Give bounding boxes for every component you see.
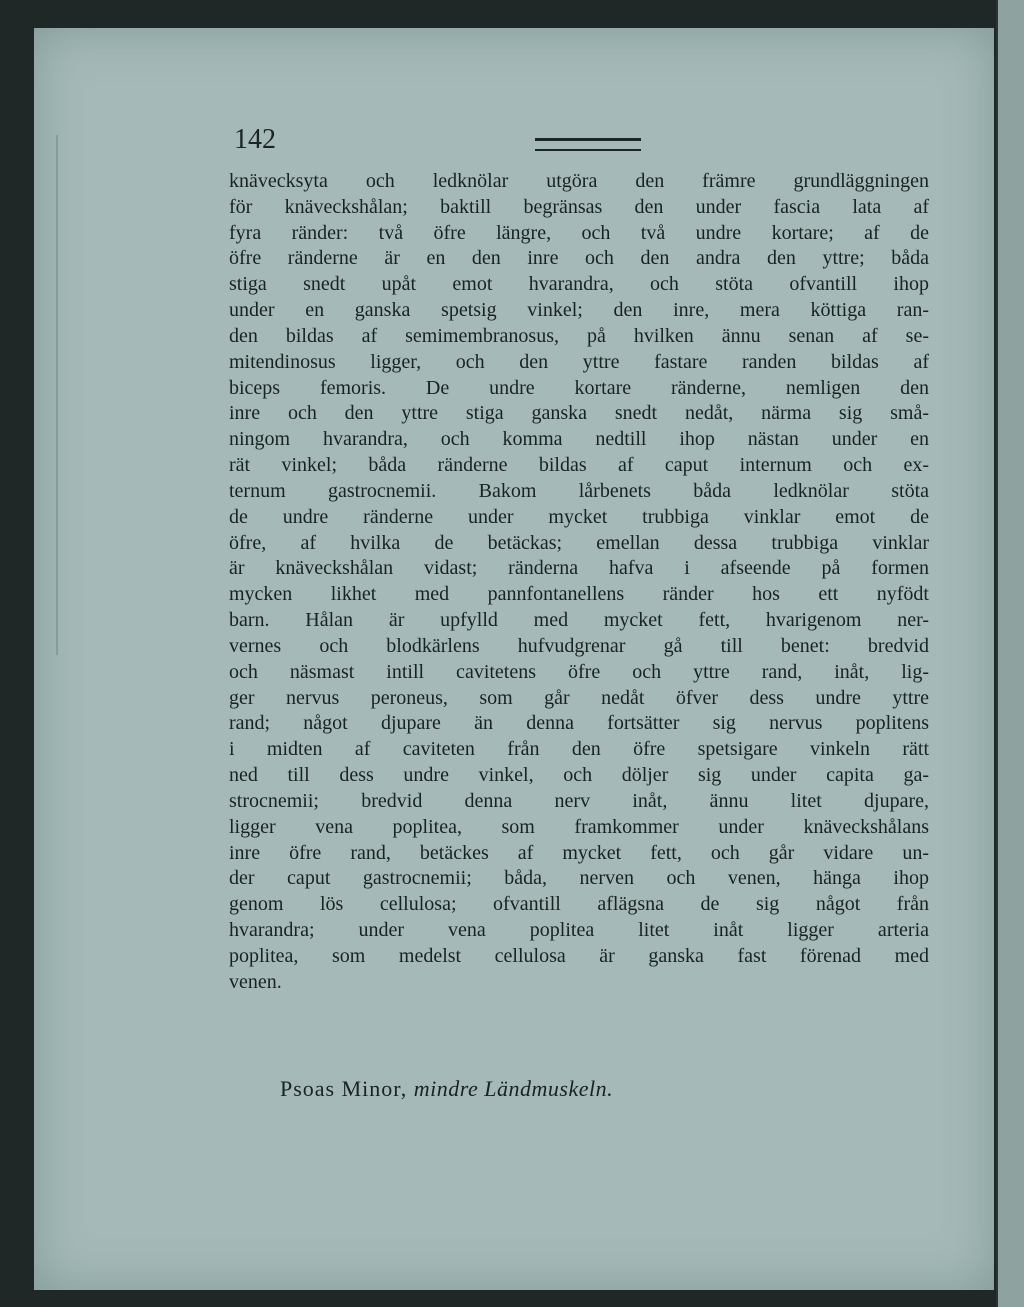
text-line: vernes och blodkärlens hufvudgrenar gå till benet: bredvid — [229, 634, 929, 657]
page-fold-shadow — [56, 135, 58, 655]
text-line: rand; något djupare än denna fortsätter sig nervus poplitens — [229, 712, 929, 735]
text-line: barn. Hålan är upfylld med mycket fett, hvarigenom ner- — [229, 609, 929, 632]
text-line: fyra ränder: två öfre längre, och två undre kortare; af de — [229, 221, 929, 244]
text-line: den bildas af semimembranosus, på hvilken ännu senan af se- — [229, 324, 929, 347]
section-heading-main: Psoas Minor, — [280, 1076, 408, 1101]
text-line: under en ganska spetsig vinkel; den inre, mera köttiga ran- — [229, 299, 929, 322]
text-line: der caput gastrocnemii; båda, nerven och venen, hänga ihop — [229, 867, 929, 890]
text-line: mitendinosus ligger, och den yttre fastare randen bildas af — [229, 350, 929, 373]
text-line: venen. — [229, 970, 282, 993]
text-line: i midten af caviteten från den öfre spetsigare vinkeln rätt — [229, 738, 929, 761]
text-line: stiga snedt upåt emot hvarandra, och stöta ofvantill ihop — [229, 273, 929, 296]
text-line: knävecksyta och ledknölar utgöra den främre grundläggningen — [229, 170, 929, 192]
text-line: hvarandra; under vena poplitea litet inåt ligger arteria — [229, 919, 929, 942]
text-line: ger nervus peroneus, som går nedåt öfver dess undre yttre — [229, 686, 929, 709]
text-line: inre och den yttre stiga ganska snedt nedåt, närma sig små- — [229, 402, 929, 425]
text-line: de undre ränderne under mycket trubbiga vinklar emot de — [229, 505, 929, 528]
text-line: ligger vena poplitea, som framkommer under knäveckshålans — [229, 815, 929, 838]
text-line: ningom hvarandra, och komma nedtill ihop nästan under en — [229, 428, 929, 451]
text-line: och näsmast intill cavitetens öfre och yttre rand, inåt, lig- — [229, 660, 929, 683]
text-line: ternum gastrocnemii. Bakom lårbenets båda ledknölar stöta — [229, 479, 929, 502]
text-line: mycken likhet med pannfontanellens ränder hos ett nyfödt — [229, 583, 929, 606]
text-line: strocnemii; bredvid denna nerv inåt, ännu litet djupare, — [229, 789, 929, 812]
adjacent-page-edge — [996, 0, 1024, 1307]
text-line: biceps femoris. De undre kortare ränderne, nemligen den — [229, 376, 929, 399]
text-line: inre öfre rand, betäckes af mycket fett, och går vidare un- — [229, 841, 929, 864]
page-number: 142 — [234, 124, 276, 155]
text-line: ned till dess undre vinkel, och döljer sig under capita ga- — [229, 764, 929, 787]
text-line: genom lös cellulosa; ofvantill aflägsna de sig något från — [229, 893, 929, 916]
text-line: öfre ränderne är en den inre och den andra den yttre; båda — [229, 247, 929, 270]
section-heading — [280, 1076, 613, 1102]
header-double-rule — [535, 138, 641, 151]
text-line: öfre, af hvilka de betäckas; emellan dessa trubbiga vinklar — [229, 531, 929, 554]
text-line: för knäveckshålan; baktill begränsas den under fascia lata af — [229, 195, 929, 218]
text-line: är knäveckshålan vidast; ränderna hafva i afseende på formen — [229, 557, 929, 580]
section-heading-italic: mindre Ländmuskeln. — [413, 1076, 614, 1101]
body-text — [229, 169, 929, 996]
text-line: poplitea, som medelst cellulosa är ganska fast förenad med — [229, 944, 929, 967]
text-line: rät vinkel; båda ränderne bildas af caput internum och ex- — [229, 454, 929, 477]
